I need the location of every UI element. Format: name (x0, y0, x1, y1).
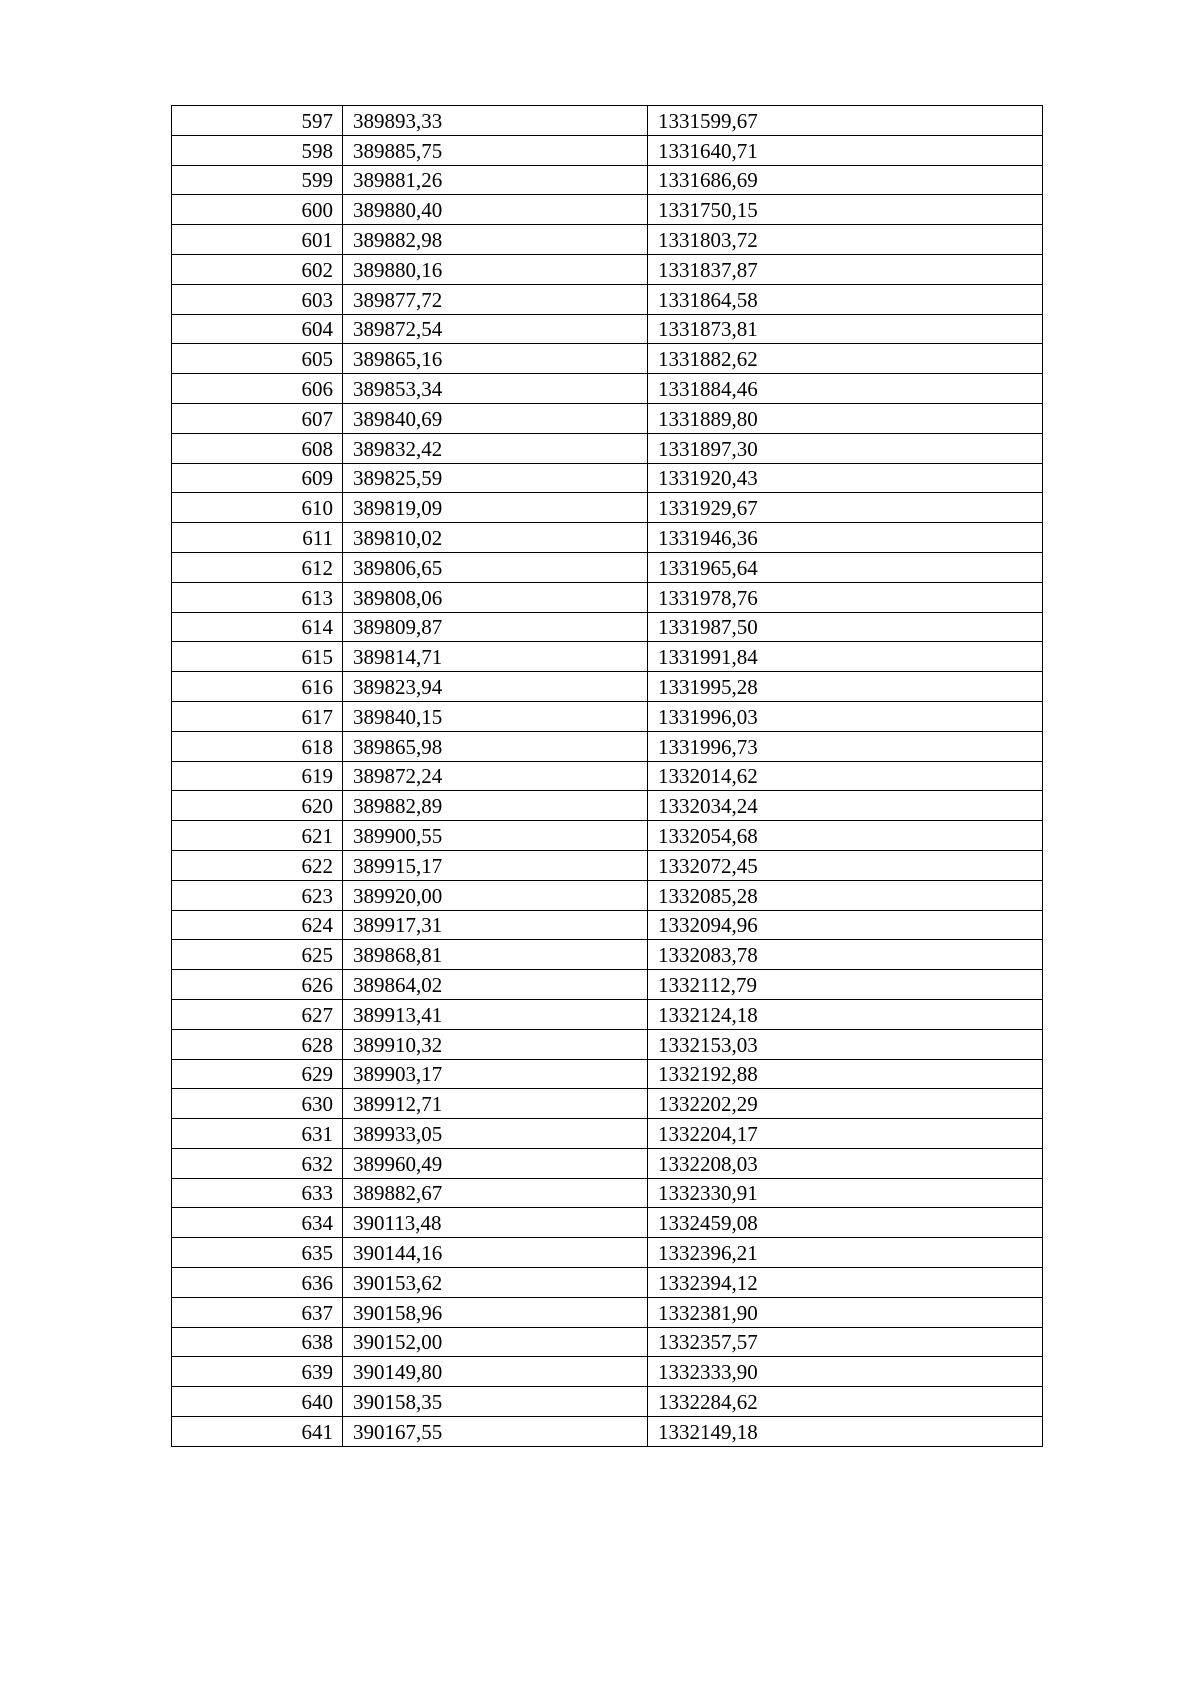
x-coordinate-cell: 389900,55 (343, 821, 648, 851)
point-number-cell: 620 (172, 791, 343, 821)
y-coordinate-cell: 1332094,96 (648, 910, 1043, 940)
y-coordinate-cell: 1332357,57 (648, 1327, 1043, 1357)
x-coordinate-cell: 389840,69 (343, 403, 648, 433)
y-coordinate-cell: 1331873,81 (648, 314, 1043, 344)
x-coordinate-cell: 389825,59 (343, 463, 648, 493)
x-coordinate-cell: 389809,87 (343, 612, 648, 642)
x-coordinate-cell: 390149,80 (343, 1357, 648, 1387)
y-coordinate-cell: 1331987,50 (648, 612, 1043, 642)
point-number-cell: 611 (172, 523, 343, 553)
y-coordinate-cell: 1331837,87 (648, 254, 1043, 284)
point-number-cell: 621 (172, 821, 343, 851)
y-coordinate-cell: 1332192,88 (648, 1059, 1043, 1089)
x-coordinate-cell: 389868,81 (343, 940, 648, 970)
y-coordinate-cell: 1331864,58 (648, 284, 1043, 314)
y-coordinate-cell: 1332284,62 (648, 1387, 1043, 1417)
x-coordinate-cell: 389880,16 (343, 254, 648, 284)
y-coordinate-cell: 1332333,90 (648, 1357, 1043, 1387)
point-number-cell: 612 (172, 552, 343, 582)
point-number-cell: 638 (172, 1327, 343, 1357)
x-coordinate-cell: 389910,32 (343, 1029, 648, 1059)
point-number-cell: 622 (172, 850, 343, 880)
point-number-cell: 605 (172, 344, 343, 374)
y-coordinate-cell: 1331640,71 (648, 135, 1043, 165)
x-coordinate-cell: 390167,55 (343, 1417, 648, 1447)
x-coordinate-cell: 390113,48 (343, 1208, 648, 1238)
point-number-cell: 625 (172, 940, 343, 970)
table-row (172, 1387, 1043, 1417)
x-coordinate-cell: 389872,54 (343, 314, 648, 344)
table-row (172, 1357, 1043, 1387)
point-number-cell: 627 (172, 999, 343, 1029)
x-coordinate-cell: 389933,05 (343, 1119, 648, 1149)
point-number-cell: 639 (172, 1357, 343, 1387)
x-coordinate-cell: 389832,42 (343, 433, 648, 463)
x-coordinate-cell: 389810,02 (343, 523, 648, 553)
x-coordinate-cell: 390158,96 (343, 1297, 648, 1327)
point-number-cell: 604 (172, 314, 343, 344)
x-coordinate-cell: 389865,98 (343, 731, 648, 761)
table-row (172, 344, 1043, 374)
y-coordinate-cell: 1331995,28 (648, 672, 1043, 702)
x-coordinate-cell: 389903,17 (343, 1059, 648, 1089)
x-coordinate-cell: 389880,40 (343, 195, 648, 225)
y-coordinate-cell: 1331991,84 (648, 642, 1043, 672)
table-row (172, 403, 1043, 433)
y-coordinate-cell: 1331599,67 (648, 106, 1043, 136)
table-row (172, 1238, 1043, 1268)
x-coordinate-cell: 389917,31 (343, 910, 648, 940)
y-coordinate-cell: 1332208,03 (648, 1148, 1043, 1178)
y-coordinate-cell: 1332054,68 (648, 821, 1043, 851)
y-coordinate-cell: 1331750,15 (648, 195, 1043, 225)
y-coordinate-cell: 1332112,79 (648, 970, 1043, 1000)
x-coordinate-cell: 389882,98 (343, 225, 648, 255)
point-number-cell: 601 (172, 225, 343, 255)
table-row (172, 225, 1043, 255)
point-number-cell: 632 (172, 1148, 343, 1178)
x-coordinate-cell: 389915,17 (343, 850, 648, 880)
point-number-cell: 626 (172, 970, 343, 1000)
y-coordinate-cell: 1332034,24 (648, 791, 1043, 821)
table-row (172, 761, 1043, 791)
table-row (172, 970, 1043, 1000)
x-coordinate-cell: 389814,71 (343, 642, 648, 672)
point-number-cell: 640 (172, 1387, 343, 1417)
table-row (172, 821, 1043, 851)
x-coordinate-cell: 390144,16 (343, 1238, 648, 1268)
y-coordinate-cell: 1331946,36 (648, 523, 1043, 553)
point-number-cell: 608 (172, 433, 343, 463)
table-row (172, 254, 1043, 284)
x-coordinate-cell: 389882,89 (343, 791, 648, 821)
point-number-cell: 598 (172, 135, 343, 165)
table-row (172, 284, 1043, 314)
table-row (172, 1178, 1043, 1208)
point-number-cell: 619 (172, 761, 343, 791)
y-coordinate-cell: 1331996,73 (648, 731, 1043, 761)
table-row (172, 463, 1043, 493)
point-number-cell: 607 (172, 403, 343, 433)
table-row (172, 165, 1043, 195)
x-coordinate-cell: 389885,75 (343, 135, 648, 165)
y-coordinate-cell: 1332330,91 (648, 1178, 1043, 1208)
y-coordinate-cell: 1332124,18 (648, 999, 1043, 1029)
x-coordinate-cell: 389806,65 (343, 552, 648, 582)
x-coordinate-cell: 389920,00 (343, 880, 648, 910)
y-coordinate-cell: 1331929,67 (648, 493, 1043, 523)
x-coordinate-cell: 389877,72 (343, 284, 648, 314)
table-row (172, 552, 1043, 582)
y-coordinate-cell: 1331965,64 (648, 552, 1043, 582)
y-coordinate-cell: 1332381,90 (648, 1297, 1043, 1327)
y-coordinate-cell: 1331897,30 (648, 433, 1043, 463)
table-row (172, 612, 1043, 642)
table-row (172, 135, 1043, 165)
table-row (172, 701, 1043, 731)
table-row (172, 433, 1043, 463)
y-coordinate-cell: 1332014,62 (648, 761, 1043, 791)
point-number-cell: 634 (172, 1208, 343, 1238)
table-row (172, 523, 1043, 553)
x-coordinate-cell: 390158,35 (343, 1387, 648, 1417)
point-number-cell: 624 (172, 910, 343, 940)
table-row (172, 1417, 1043, 1447)
table-row (172, 910, 1043, 940)
table-row (172, 195, 1043, 225)
x-coordinate-cell: 389840,15 (343, 701, 648, 731)
y-coordinate-cell: 1332085,28 (648, 880, 1043, 910)
table-row (172, 1089, 1043, 1119)
table-row (172, 1029, 1043, 1059)
x-coordinate-cell: 389893,33 (343, 106, 648, 136)
x-coordinate-cell: 390152,00 (343, 1327, 648, 1357)
point-number-cell: 635 (172, 1238, 343, 1268)
point-number-cell: 613 (172, 582, 343, 612)
point-number-cell: 631 (172, 1119, 343, 1149)
point-number-cell: 616 (172, 672, 343, 702)
table-row (172, 940, 1043, 970)
table-row (172, 850, 1043, 880)
point-number-cell: 623 (172, 880, 343, 910)
point-number-cell: 602 (172, 254, 343, 284)
x-coordinate-cell: 389864,02 (343, 970, 648, 1000)
x-coordinate-cell: 389872,24 (343, 761, 648, 791)
table-row (172, 1119, 1043, 1149)
table-row (172, 1208, 1043, 1238)
y-coordinate-cell: 1332072,45 (648, 850, 1043, 880)
y-coordinate-cell: 1331978,76 (648, 582, 1043, 612)
y-coordinate-cell: 1332394,12 (648, 1268, 1043, 1298)
x-coordinate-cell: 389912,71 (343, 1089, 648, 1119)
table-row (172, 493, 1043, 523)
table-row (172, 791, 1043, 821)
table-row (172, 1268, 1043, 1298)
x-coordinate-cell: 389865,16 (343, 344, 648, 374)
point-number-cell: 617 (172, 701, 343, 731)
x-coordinate-cell: 389960,49 (343, 1148, 648, 1178)
table-row (172, 731, 1043, 761)
y-coordinate-cell: 1332396,21 (648, 1238, 1043, 1268)
point-number-cell: 636 (172, 1268, 343, 1298)
y-coordinate-cell: 1331889,80 (648, 403, 1043, 433)
y-coordinate-cell: 1331686,69 (648, 165, 1043, 195)
table-row (172, 999, 1043, 1029)
y-coordinate-cell: 1332204,17 (648, 1119, 1043, 1149)
table-row (172, 1327, 1043, 1357)
coordinates-table-body (172, 106, 1043, 1447)
table-row (172, 880, 1043, 910)
point-number-cell: 633 (172, 1178, 343, 1208)
y-coordinate-cell: 1332083,78 (648, 940, 1043, 970)
table-row (172, 1059, 1043, 1089)
x-coordinate-cell: 389881,26 (343, 165, 648, 195)
point-number-cell: 630 (172, 1089, 343, 1119)
table-row (172, 106, 1043, 136)
point-number-cell: 599 (172, 165, 343, 195)
point-number-cell: 603 (172, 284, 343, 314)
point-number-cell: 618 (172, 731, 343, 761)
x-coordinate-cell: 389913,41 (343, 999, 648, 1029)
point-number-cell: 628 (172, 1029, 343, 1059)
table-row (172, 374, 1043, 404)
point-number-cell: 610 (172, 493, 343, 523)
y-coordinate-cell: 1331882,62 (648, 344, 1043, 374)
coordinates-table (171, 105, 1043, 1447)
table-row (172, 582, 1043, 612)
x-coordinate-cell: 389819,09 (343, 493, 648, 523)
point-number-cell: 614 (172, 612, 343, 642)
table-row (172, 672, 1043, 702)
point-number-cell: 615 (172, 642, 343, 672)
point-number-cell: 637 (172, 1297, 343, 1327)
x-coordinate-cell: 390153,62 (343, 1268, 648, 1298)
y-coordinate-cell: 1332149,18 (648, 1417, 1043, 1447)
y-coordinate-cell: 1331884,46 (648, 374, 1043, 404)
table-row (172, 1148, 1043, 1178)
x-coordinate-cell: 389882,67 (343, 1178, 648, 1208)
point-number-cell: 609 (172, 463, 343, 493)
point-number-cell: 597 (172, 106, 343, 136)
x-coordinate-cell: 389823,94 (343, 672, 648, 702)
y-coordinate-cell: 1331803,72 (648, 225, 1043, 255)
table-row (172, 314, 1043, 344)
x-coordinate-cell: 389808,06 (343, 582, 648, 612)
y-coordinate-cell: 1331920,43 (648, 463, 1043, 493)
y-coordinate-cell: 1331996,03 (648, 701, 1043, 731)
table-row (172, 642, 1043, 672)
table-row (172, 1297, 1043, 1327)
point-number-cell: 606 (172, 374, 343, 404)
y-coordinate-cell: 1332202,29 (648, 1089, 1043, 1119)
x-coordinate-cell: 389853,34 (343, 374, 648, 404)
y-coordinate-cell: 1332459,08 (648, 1208, 1043, 1238)
point-number-cell: 600 (172, 195, 343, 225)
y-coordinate-cell: 1332153,03 (648, 1029, 1043, 1059)
point-number-cell: 641 (172, 1417, 343, 1447)
point-number-cell: 629 (172, 1059, 343, 1089)
